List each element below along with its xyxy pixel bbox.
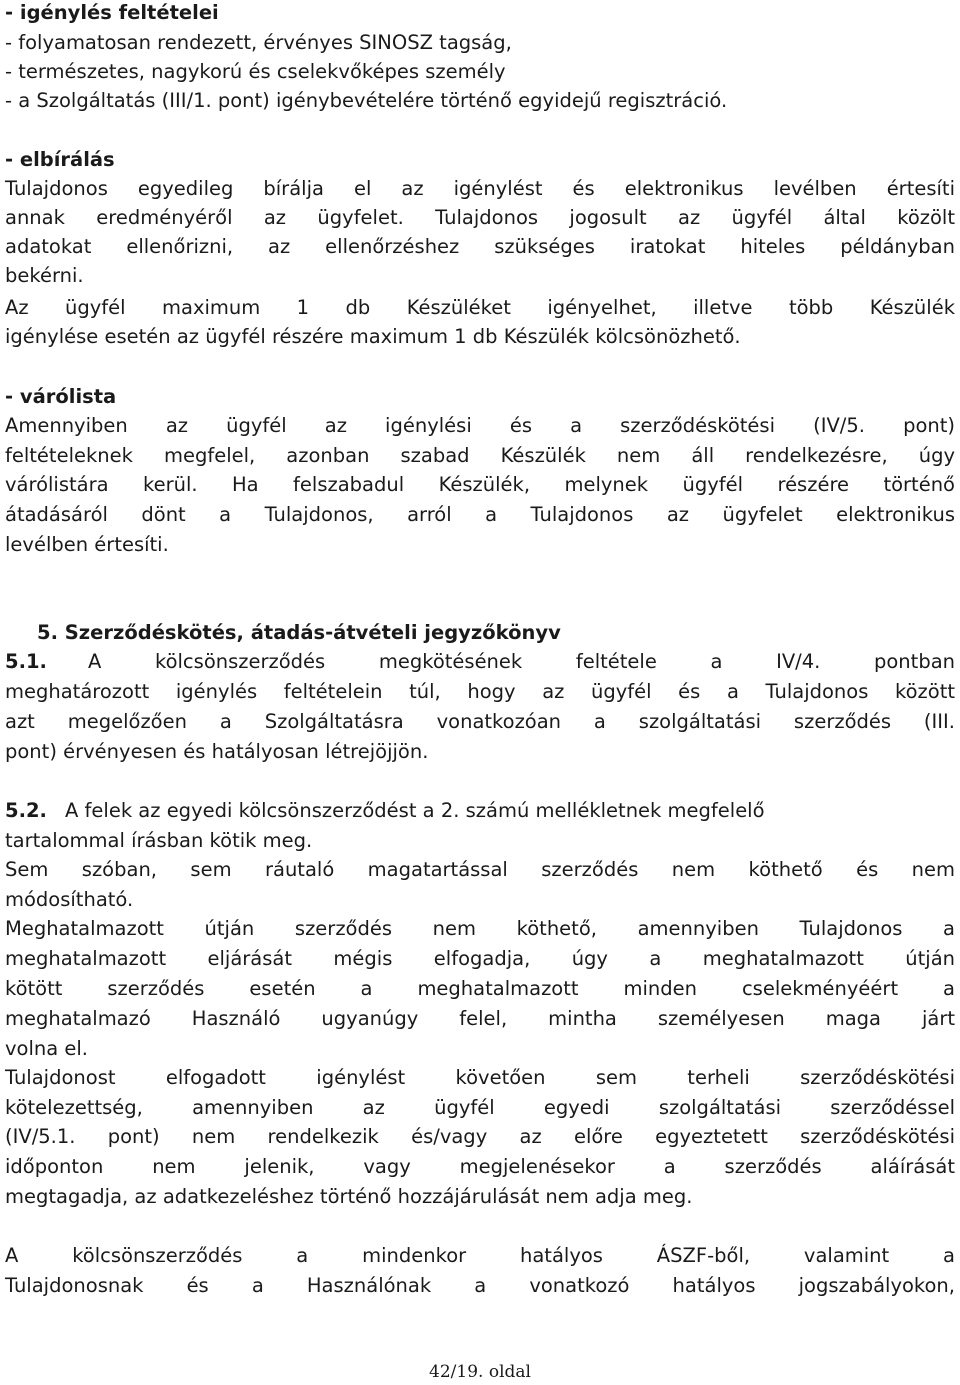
paragraph-number: 5.1. [5,650,47,673]
text-line: Tulajdonosnak és a Használónak a vonatkozó hatályos jogszabályokon, [5,1274,955,1297]
text-line: átadásáról dönt a Tulajdonos, arról a Tulajdonos az ügyfelet elektronikus [5,503,955,526]
text-line: annak eredményéről az ügyfelet. Tulajdonos jogosult az ügyfél által közölt [5,206,955,229]
text-line: levélben értesíti. [5,533,169,556]
page-number: 42/19. oldal [429,1362,531,1382]
text-line: Tulajdonos egyedileg bírálja el az igénylést és elektronikus levélben értesíti [5,177,955,200]
text-line: időponton nem jelenik, vagy megjelenésekor a szerződés aláírását [5,1155,955,1178]
section-heading-elbiralas: - elbírálás [5,148,115,171]
list-item: - természetes, nagykorú és cselekvőképes személy [5,60,506,83]
list-item: - folyamatosan rendezett, érvényes SINOSZ tagság, [5,31,512,54]
section-heading-varolista: - várólista [5,385,117,408]
text-line: bekérni. [5,264,84,287]
text-line: kötött szerződés esetén a meghatalmazott minden cselekményéért a [5,977,955,1000]
text-line: Amennyiben az ügyfél az igénylési és a szerződéskötési (IV/5. pont) [5,414,955,437]
text-line: A kölcsönszerződés megkötésének feltétele a IV/4. pontban [88,650,955,673]
list-item: - a Szolgáltatás (III/1. pont) igénybevételére történő egyidejű regisztráció. [5,89,728,112]
paragraph-number: 5.2. [5,799,47,822]
text-line: pont) érvényesen és hatályosan létrejöjjön. [5,740,429,763]
text-line: módosítható. [5,888,134,911]
text-line: Sem szóban, sem ráutaló magatartással szerződés nem köthető és nem [5,858,955,881]
text-line: Tulajdonost elfogadott igénylést követően sem terheli szerződéskötési [5,1066,955,1089]
section-title: 5. Szerződéskötés, átadás-átvételi jegyzőkönyv [37,621,561,644]
text-line: igénylése esetén az ügyfél részére maximum 1 db Készülék kölcsönözhető. [5,325,741,348]
section-heading-igenyles: - igénylés feltételei [5,1,219,24]
text-line: azt megelőzően a Szolgáltatásra vonatkozóan a szolgáltatási szerződés (III. [5,710,955,733]
text-line: (IV/5.1. pont) nem rendelkezik és/vagy az előre egyeztetett szerződéskötési [5,1125,955,1148]
text-line: Meghatalmazott útján szerződés nem köthető, amennyiben Tulajdonos a [5,917,955,940]
text-line: tartalommal írásban kötik meg. [5,829,313,852]
text-line: A felek az egyedi kölcsönszerződést a 2. számú mellékletnek megfelelő [65,799,765,822]
text-line: feltételeknek megfelel, azonban szabad Készülék nem áll rendelkezésre, úgy [5,444,955,467]
text-line: adatokat ellenőrizni, az ellenőrzéshez szükséges iratokat hiteles példányban [5,235,955,258]
text-line: Az ügyfél maximum 1 db Készüléket igényelhet, illetve több Készülék [5,296,955,319]
text-line: A kölcsönszerződés a mindenkor hatályos ÁSZF-ből, valamint a [5,1244,955,1267]
text-line: megtagadja, az adatkezeléshez történő hozzájárulását nem adja meg. [5,1185,693,1208]
text-line: volna el. [5,1037,89,1060]
text-line: várólistára kerül. Ha felszabadul Készülék, melynek ügyfél részére történő [5,473,955,496]
text-line: meghatalmazó Használó ugyanúgy felel, mintha személyesen maga járt [5,1007,955,1030]
text-line: kötelezettség, amennyiben az ügyfél egyedi szolgáltatási szerződéssel [5,1096,955,1119]
text-line: meghatalmazott eljárását mégis elfogadja, úgy a meghatalmazott útján [5,947,955,970]
text-line: meghatározott igénylés feltételein túl, hogy az ügyfél és a Tulajdonos között [5,680,955,703]
